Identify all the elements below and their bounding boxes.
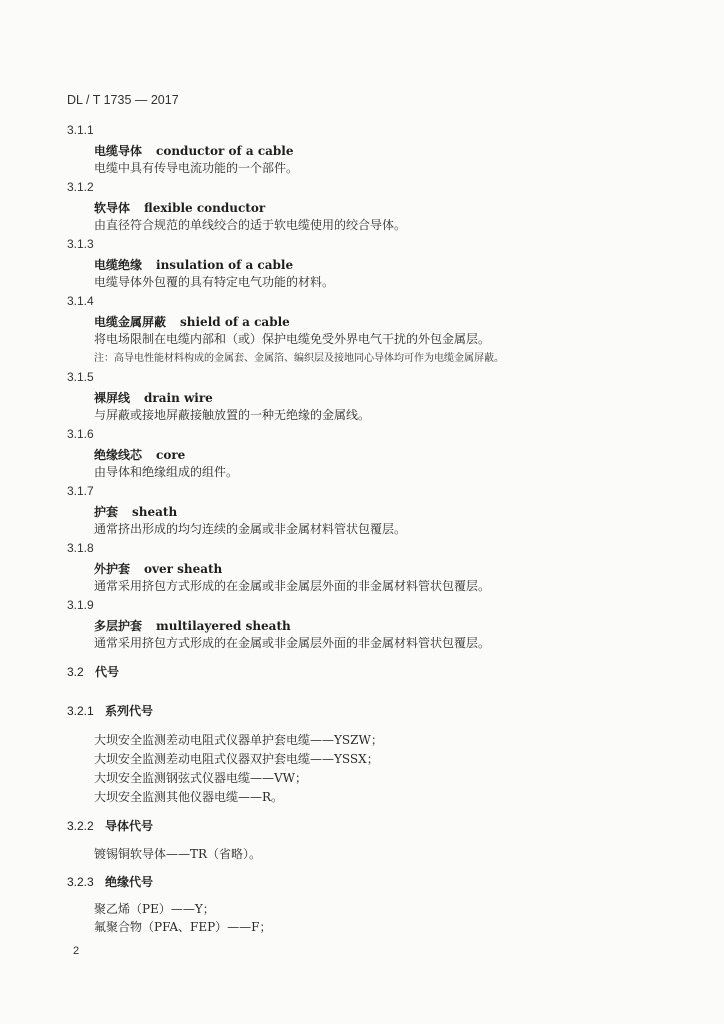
- subsection-number: 3.2.2: [67, 819, 94, 833]
- term-definition: 通常采用挤包方式形成的在金属或非金属层外面的非金属材料管状包覆层。: [94, 636, 491, 650]
- term-number: 3.1.9: [67, 598, 94, 612]
- term-number: 3.1.8: [67, 541, 94, 555]
- section-heading: [67, 663, 119, 680]
- subsection-number: 3.2.3: [67, 875, 94, 889]
- term-definition: 电缆中具有传导电流功能的一个部件。: [94, 161, 299, 175]
- term-en: insulation of a cable: [156, 258, 294, 272]
- list-line: 镀锡铜软导体——TR（省略）。: [94, 847, 262, 861]
- term-zh: 电缆绝缘: [94, 258, 143, 272]
- term-definition: 通常挤出形成的均匀连续的金属或非金属材料管状包覆层。: [94, 522, 407, 536]
- term-title: [94, 199, 265, 216]
- term-title: [94, 503, 177, 520]
- term-title: [94, 617, 291, 634]
- term-number: 3.1.1: [67, 123, 94, 137]
- term-zh: 电缆金属屏蔽: [94, 315, 167, 329]
- term-title: [94, 142, 293, 159]
- term-en: over sheath: [144, 562, 223, 576]
- term-title: [94, 446, 185, 463]
- term-title: [94, 389, 213, 406]
- term-title: [94, 256, 293, 273]
- list-line: 大坝安全监测差动电阻式仪器单护套电缆——YSZW；: [94, 733, 383, 747]
- section-title: 代号: [95, 665, 120, 679]
- list-line: 聚乙烯（PE）——Y；: [94, 902, 215, 916]
- term-definition: 电缆导体外包覆的具有特定电气功能的材料。: [94, 275, 335, 289]
- list-line: 大坝安全监测其他仪器电缆——R。: [94, 790, 284, 804]
- term-number: 3.1.5: [67, 370, 94, 384]
- term-definition: 将电场限制在电缆内部和（或）保护电缆免受外界电气干扰的外包金属层。: [94, 332, 491, 346]
- term-definition: 与屏蔽或接地屏蔽接触放置的一种无绝缘的金属线。: [94, 408, 371, 422]
- term-number: 3.1.7: [67, 484, 94, 498]
- term-en: drain wire: [144, 391, 213, 405]
- term-definition: 由导体和绝缘组成的组件。: [94, 465, 239, 479]
- subsection-number: 3.2.1: [67, 704, 94, 718]
- term-en: core: [156, 448, 186, 462]
- document-header: DL / T 1735 — 2017: [67, 93, 179, 107]
- term-number: 3.1.2: [67, 180, 94, 194]
- page-number: 2: [73, 945, 80, 957]
- term-title: [94, 313, 290, 330]
- term-en: multilayered sheath: [156, 619, 291, 633]
- term-number: 3.1.4: [67, 294, 94, 308]
- subsection-heading: [67, 873, 153, 890]
- term-zh: 电缆导体: [94, 144, 143, 158]
- term-zh: 裸屏线: [94, 391, 131, 405]
- term-title: [94, 560, 222, 577]
- term-zh: 绝缘线芯: [94, 448, 143, 462]
- list-line: 大坝安全监测钢弦式仪器电缆——VW；: [94, 771, 308, 785]
- subsection-title: 绝缘代号: [105, 875, 154, 889]
- term-number: 3.1.6: [67, 427, 94, 441]
- term-zh: 软导体: [94, 201, 131, 215]
- subsection-title: 导体代号: [105, 819, 154, 833]
- term-zh: 多层护套: [94, 619, 143, 633]
- term-zh: 护套: [94, 505, 119, 519]
- term-en: conductor of a cable: [156, 144, 294, 158]
- subsection-heading: [67, 817, 153, 834]
- section-number: 3.2: [67, 665, 84, 679]
- term-definition: 由直径符合规范的单线绞合的适于软电缆使用的绞合导体。: [94, 218, 407, 232]
- term-definition: 通常采用挤包方式形成的在金属或非金属层外面的非金属材料管状包覆层。: [94, 579, 491, 593]
- term-en: shield of a cable: [180, 315, 290, 329]
- subsection-heading: [67, 702, 153, 719]
- list-line: 氟聚合物（PFA、FEP）——F；: [94, 920, 272, 934]
- term-note: 注：高导电性能材料构成的金属套、金属箔、编织层及接地同心导体均可作为电缆金属屏蔽。: [94, 353, 504, 364]
- term-en: sheath: [132, 505, 178, 519]
- list-line: 大坝安全监测差动电阻式仪器双护套电缆——YSSX；: [94, 752, 379, 766]
- term-en: flexible conductor: [144, 201, 266, 215]
- term-number: 3.1.3: [67, 237, 94, 251]
- term-zh: 外护套: [94, 562, 131, 576]
- subsection-title: 系列代号: [105, 704, 154, 718]
